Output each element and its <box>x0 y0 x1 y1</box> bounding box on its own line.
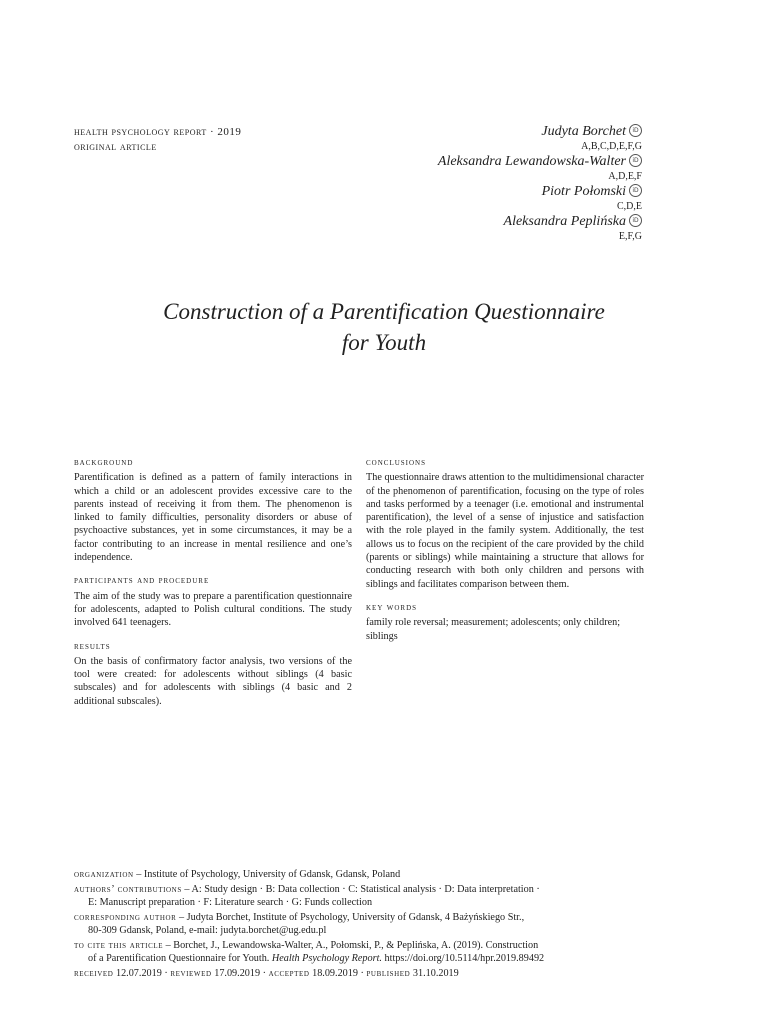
author-contributions: A,B,C,D,E,F,G <box>581 141 642 152</box>
author-entry <box>438 154 642 183</box>
cite-entry <box>74 939 634 966</box>
date-separator: · <box>357 967 367 979</box>
keywords-text: family role reversal; measurement; adolescents; only children; siblings <box>366 617 621 642</box>
corresponding-entry <box>74 911 634 938</box>
conclusions-heading: conclusions <box>366 458 427 468</box>
keywords-heading: key words <box>366 602 418 613</box>
background-text: Parentification is defined as a pattern of family interactions in which a child or an adolescent provides excessive care to the parents instead of receiving it from them. The phenomenon is linked to family difficulties, personality disorders or abuse of psychoactive substances, yet in some circumstances, it may be a factor contributing to an increase in mental resilience and one’s independence. <box>74 472 352 564</box>
date-separator: · <box>260 967 269 979</box>
results-text: On the basis of confirmatory factor analysis, two versions of the tool were created: for adolescents without siblings (4 basic subscales) and for adolescents with siblings (4 basic and 2 additional subscales). <box>74 655 352 707</box>
author-contributions: E,F,G <box>618 231 642 242</box>
author-name: Piotr Połomski <box>541 184 626 199</box>
corresponding-line-2: 80-309 Gdansk, Poland, e-mail: judyta.borchet@ug.edu.pl <box>88 925 327 936</box>
title-line-1: Construction of a Parentification Questionnaire <box>163 299 605 324</box>
contributions-entry <box>74 883 634 910</box>
background-heading: background <box>74 458 134 468</box>
author-name: Judyta Borchet <box>541 124 626 139</box>
published-date: 31.10.2019 <box>412 967 459 979</box>
organization-text: – Institute of Psychology, University of Gdansk, Gdansk, Poland <box>133 869 401 880</box>
abstract-left-column <box>74 457 352 719</box>
contributions-line-2: E: Manuscript preparation · F: Literature search · G: Funds collection <box>88 897 373 908</box>
author-entry <box>438 124 642 153</box>
contributions-label: authors’ contributions <box>74 883 182 895</box>
author-name: Aleksandra Peplińska <box>503 214 626 229</box>
cite-doi-link[interactable]: https://doi.org/10.5114/hpr.2019.89492 <box>381 953 545 964</box>
received-label: received <box>74 967 114 979</box>
results-heading: results <box>74 641 111 652</box>
organization-label: organization <box>74 869 134 880</box>
title-line-2: for Youth <box>341 330 427 355</box>
participants-heading: participants and procedure <box>74 576 210 587</box>
contributions-line-1: – A: Study design · B: Data collection · C: Statistical analysis · D: Data interpretation · <box>181 883 540 895</box>
corresponding-label: corresponding author <box>74 911 177 923</box>
author-contributions: A,D,E,F <box>608 171 642 182</box>
orcid-icon[interactable]: iD <box>629 214 642 227</box>
reviewed-date: 17.09.2019 <box>214 967 261 979</box>
orcid-icon[interactable]: iD <box>629 124 642 137</box>
background-section <box>74 457 352 564</box>
orcid-icon[interactable]: iD <box>629 154 642 167</box>
cite-journal: Health Psychology Report. <box>271 953 382 964</box>
conclusions-section <box>366 457 644 591</box>
published-label: published <box>366 967 411 979</box>
author-contributions: C,D,E <box>617 201 642 212</box>
accepted-date: 18.09.2019 <box>312 967 358 979</box>
abstract-right-column <box>366 457 644 654</box>
journal-name: health psychology report · 2019 <box>74 126 242 138</box>
keywords-section <box>366 602 644 643</box>
cite-line-2: of a Parentification Questionnaire for Youth. <box>88 953 272 964</box>
article-footer <box>74 868 634 980</box>
journal-header <box>74 125 241 155</box>
date-separator: · <box>161 967 171 979</box>
reviewed-label: reviewed <box>170 967 212 979</box>
author-entry <box>438 214 642 243</box>
article-title <box>74 296 694 358</box>
accepted-label: accepted <box>268 967 310 979</box>
participants-text: The aim of the study was to prepare a parentification questionnaire for adolescents, adapted to Polish cultural conditions. The study involved 641 teenagers. <box>74 590 352 629</box>
cite-line-1: – Borchet, J., Lewandowska-Walter, A., Połomski, P., & Peplińska, A. (2019). Construction <box>163 939 539 951</box>
conclusions-text: The questionnaire draws attention to the multidimensional character of the phenomenon of parentification, focusing on the type of roles and tasks performed by a teenager (i.e. emotional and instrumental parentification), the level of a sense of injustice and satisfaction with the role played in the family system. Additionally, the test allows us to focus on the recipient of the care provided by the child (parents or siblings) while maintaining a structure that allows for conducting research with both only children and persons with siblings and facilitates comparison between them. <box>366 472 644 590</box>
participants-section <box>74 575 352 629</box>
dates-line <box>74 967 634 981</box>
article-type: original article <box>74 141 157 153</box>
received-date: 12.07.2019 <box>115 967 162 979</box>
organization-entry <box>74 868 634 882</box>
results-section <box>74 641 352 708</box>
author-list <box>438 124 642 244</box>
cite-label: to cite this article <box>74 939 164 951</box>
author-name: Aleksandra Lewandowska-Walter <box>437 154 626 169</box>
corresponding-line-1: – Judyta Borchet, Institute of Psychology, University of Gdansk, 4 Bażyńskiego Str., <box>176 911 525 923</box>
orcid-icon[interactable]: iD <box>629 184 642 197</box>
author-entry <box>438 184 642 213</box>
